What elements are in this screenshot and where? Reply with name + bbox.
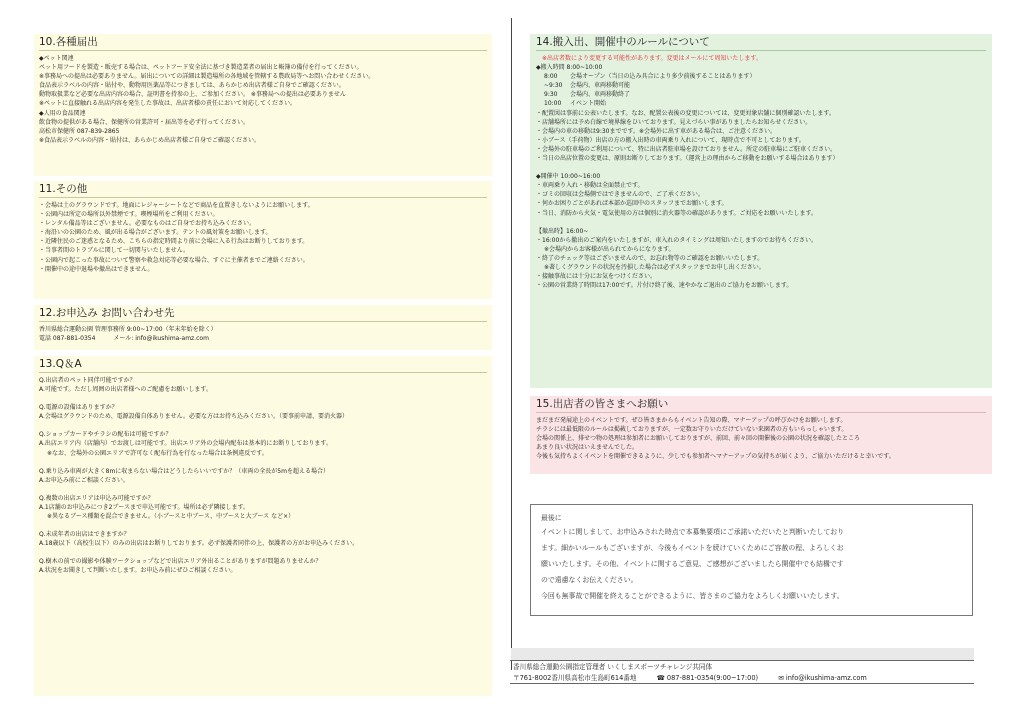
text-line: ・会場外の駐車場のご利用について、特に出店者駐車場を設けておりません。所定の駐車場にご駐車ください。 [536, 145, 837, 153]
text-line: ・配置図は事前に公表いたします。なお、配置公表後の変更については、変更対象店舗に個別確認いたします。 [536, 109, 835, 117]
question: Q.樹木の前での撮影や体験ワークショップなどで出店エリア外出ることがありますが問題ありませんか？ [39, 558, 322, 566]
footer-email[interactable]: info@ikushima-amz.com [785, 673, 867, 682]
text-line: ・終了のチェック等はございませんので、お忘れ物等のご確認をお願いいたします。 [536, 254, 764, 262]
qa-item [39, 530, 487, 548]
footer-phone[interactable]: 087-881-0354(9:00~17:00) [666, 673, 759, 682]
text-line: ※著しくグラウンドの状況を汚損した場合は必ずスタッフまでお申し出ください。 [544, 263, 765, 271]
text-line: まだまだ発展途上のイベントです。ぜひ皆さまからもイベント告知の際、マナーアップの呼びかけをお願いします。 [536, 417, 847, 424]
text-line: ・当日、消防から火気・電気使用の方は個別に消火器等の確認があります。ご対応をお願いいたします。 [536, 209, 818, 217]
text-line: あまり良い状況はいえませんでした。 [536, 444, 639, 452]
footer-contact-row [513, 673, 971, 684]
section-11-other [34, 181, 492, 299]
answer: A.状況をお聞きして判断いたします。お申込み前にぜひご相談ください。 [39, 567, 237, 575]
qa-item [39, 403, 487, 421]
text-line: ・何かお困りごとがあれば本部か巡回中のスタッフまでお願いします。 [536, 200, 728, 208]
text-line: ・店舗場所には予め白線で境界線をひいております。見えづらい事がありましたらお知らせください。 [536, 118, 812, 126]
answer-note: ※なお、会場外の公園エリアで許可なく配布行為を行なった場合は条例違反です。 [47, 449, 268, 457]
question: Q.乗り込み車両が大きく8mに収まらない場合はどうしたらいいですか？（車両の全長が5mを超える場合） [39, 467, 329, 475]
footer-address: 〒761-8002香川県高松市生島町614番地 [513, 673, 637, 682]
qa-item [39, 467, 487, 485]
text-line: 高松市保健所 087-839-2865 [39, 127, 120, 135]
question: Q.ショップカードやチラシの配布は可能ですか？ [39, 431, 172, 439]
change-notice: ※出店者数により変更する可能性があります。変更はメールにて周知いたします。 [542, 55, 762, 62]
text-line: ・公園内は所定の場所以外禁煙です。喫煙場所をご利用ください。 [39, 211, 219, 219]
section-15-request [530, 396, 992, 474]
office-hours: 香川県総合運動公園 管理事務所 9:00~17:00（年末年始を除く） [39, 326, 217, 333]
closing-line: ので遠慮なくお伝えください。 [541, 576, 638, 584]
section-12-title: 12.お申込み お問い合わせ先 [39, 307, 487, 322]
text-line: 食品表示ラベルの内容・貼付や、動物用医薬品等につきましては、あらかじめ出店者様ご自身でご確認ください。 [39, 82, 345, 90]
text-line: ・開催中の途中退場や撤出はできません。 [39, 265, 154, 273]
footer-band [511, 648, 974, 660]
question: Q.複数の出店エリアは申込み可能ですか？ [39, 494, 154, 502]
teardown-time-title: 【撤出時】16:00~ [536, 227, 589, 235]
text-line: ※事務局への提出は必要ありません。届出についての詳細は製造場所の各地域を管轄する農政局等へお問い合わせください。 [39, 73, 375, 81]
section-13-qa [34, 356, 492, 696]
footer [510, 660, 974, 684]
text-line: ・接触事故には十分にお気をつけください。 [536, 273, 657, 281]
text-line: ・レンタル備品等はございません。必要なものはご自身でお持ち込みください。 [39, 220, 255, 228]
closing-line: 願いいたします。その他、イベントに関するご意見、ご感想がございましたら開催中でも結構です [541, 560, 844, 568]
answer: A.可能です。ただし周囲の出店者様へのご配慮をお願いします。 [39, 386, 212, 394]
qa-item [39, 376, 487, 394]
text-line: ・公園の営業終了時間は17:00です。片付け終了後、速やかなご退出のご協力をお願いします。 [536, 282, 793, 290]
text-line: ◆ペット関連 [39, 55, 74, 62]
section-10-permits [34, 34, 492, 176]
answer: A.1店舗のお申込みにつき2ブースまで申込可能です。場所は必ず隣接します。 [39, 503, 249, 511]
text-line: ・公園内で起こった事故について警察や救急対応等必要な場合、すぐに主催者までご連絡ください。 [39, 256, 309, 264]
answer: A.お申込み前にご相談ください。 [39, 476, 129, 484]
text-line: ・当事者間のトラブルに関して一切関与いたしません。 [39, 247, 190, 255]
answer: A.出店エリア内（店舗内）でお渡しは可能です。出店エリア外の会場内配布は基本的にお断りしております。 [39, 440, 332, 448]
mail-icon: ✉ [778, 673, 784, 682]
section-11-title: 11.その他 [39, 183, 487, 198]
contact-info[interactable]: 電話 087-881-0354 メール: info@ikushima-amz.com [39, 335, 209, 343]
text-line: 今後も気持ちよくイベントを開催できるように、少しでも参加者へマナーアップの気持ちが届くよう、ご協力いただけると幸いです。 [536, 453, 895, 461]
qa-item [39, 430, 487, 457]
text-line: ・海沿いの公園のため、風が出る場合がございます。テントの風対策をお願いします。 [39, 229, 272, 237]
text-line: ・16:00から撤出のご案内をいたしますが、車入れのタイミングは周知いたしますのでお待ちください。 [536, 236, 818, 244]
text-line: 動物取扱業など必要な出店内容の場合、証明書を持参の上、ご参加ください。 ※事務局への提出は必要ありません [39, 91, 346, 99]
text-line: 会場の関係上、排せつ物の処理は参加者にお願いしておりますが、前回、前々回の開催後の公園の状況を確認したところ [536, 435, 861, 443]
text-line: ・小ブース（手荷物）出店の方の搬入出時の車両乗り入れについて、現時点で不可としております。 [536, 136, 805, 144]
closing-message-box [530, 504, 973, 616]
answer-note: ※異なるブース種類を混合できません。（小ブースと中ブース、中ブースと大ブース など×） [47, 513, 295, 521]
closing-line: 今回も無事故で開催を終えることができるように、皆さまのご協力をよろしくお願いいたします。 [541, 592, 844, 600]
text-line: ・車両乗り入れ・移動は全面禁止です。 [536, 182, 644, 190]
text-line: ・会場内の車の移動は9:30までです。※会場外に出す車がある場合は、ご注意ください。 [536, 127, 777, 135]
text-line: ・近隣住民のご迷惑となるため、こちらの指定時間より前に会場に入る行為はお断りしております。 [39, 238, 309, 246]
closing-heading: 最後に [541, 514, 562, 522]
section-12-contact [34, 305, 492, 350]
text-line: 飲食物の提供がある場合、保健所の営業許可・届出等を必ず行ってください。 [39, 118, 250, 126]
text-line: ・会場は土のグラウンドです。地面にレジャーシートなどで商品を直置きしないようにお願いします。 [39, 202, 314, 209]
section-13-title: 13.Q＆A [39, 358, 487, 373]
column-divider [511, 18, 512, 670]
text-line: ※会場内からお客様が出られてからになります。 [544, 245, 675, 253]
text-line: ※ペットに直接触れる出店内容を発生した事故は、出店者様の責任において対応してください。 [39, 100, 297, 108]
section-14-title: 14.搬入出、開催中のルールについて [536, 36, 986, 51]
section-14-rules [530, 34, 992, 388]
qa-item [39, 494, 487, 521]
text-line: ・当日の出店位置の変更は、原則お断りしております。（運営上の理由からご移動をお願いする場合はあります） [536, 155, 839, 163]
question: Q.未成年者の出店はできますか？ [39, 531, 130, 539]
answer: A.会場はグラウンドのため、電源設備自体ありません。必要な方はお持ち込みください。（要事前申請、要消火器） [39, 413, 349, 421]
text-line: ペット用フードを製造・販売する場合は、ペットフード安全法に基づき製造業者の届出と帳簿の備付を行ってください。 [39, 64, 363, 72]
closing-line: ます。細かいルールもございますが、今後もイベントを続けていくためにご容赦の程、よろしくお [541, 544, 844, 552]
closing-line: イベントに関しまして、お申込みされた時点で本募集要項にご承諾いただいたと判断いたしており [541, 528, 845, 536]
schedule-row: 10:00 イベント開始 [544, 100, 607, 108]
text-line: ◆人用の食品関連 [39, 109, 86, 117]
schedule-row: ~9:30 会場内、車両移動可能 [544, 82, 631, 90]
during-time-title: ◆開催中 10:00~16:00 [536, 173, 601, 181]
phone-icon: ☎ [656, 673, 665, 682]
question: Q.出店者のペット同伴可能ですか？ [39, 377, 136, 384]
qa-item [39, 557, 487, 575]
question: Q.電源の設備はありますか？ [39, 404, 118, 412]
answer: A.18歳以下（高校生以下）のみの出店はお断りしております。必ず保護者同伴の上、保護者の方がお申込みください。 [39, 540, 359, 548]
text-line: チラシには最低限のルールは掲載しておりますが、一定数お守りいただけていない来園者の方もいらっしゃいます。 [536, 426, 848, 434]
text-line: ・ゴミの回収は会場側ではできませんので、ご了承ください。 [536, 191, 704, 199]
setup-time-title: ◆搬入時間 8:00~10:00 [536, 64, 603, 72]
schedule-row: 8:00 会場オープン（当日の込み具合により多少前後することはあります） [544, 73, 756, 81]
section-15-title: 15.出店者の皆さまへお願い [536, 398, 986, 413]
section-10-title: 10.各種届出 [39, 36, 487, 51]
footer-org: 香川県総合運動公園指定管理者 いくしまスポーツチャレンジ共同体 [513, 663, 713, 671]
schedule-row: 9:30 会場内、車両移動終了 [544, 91, 631, 99]
text-line: ※食品表示ラベルの内容・貼付は、あらかじめ出店者様ご自身でご確認ください。 [39, 136, 261, 144]
